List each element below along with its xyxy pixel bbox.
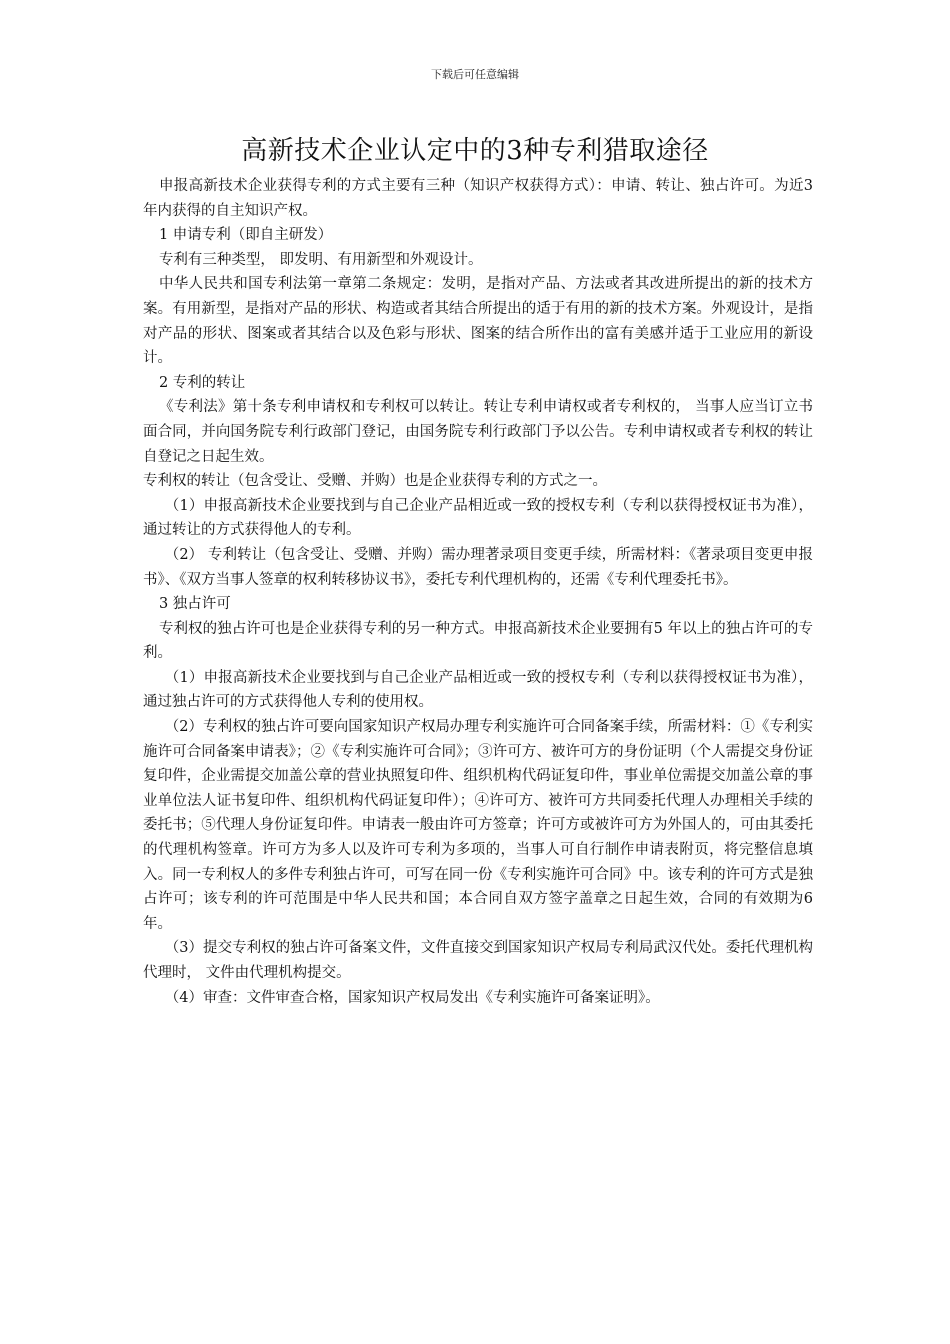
header-note: 下载后可任意编辑 xyxy=(431,68,519,81)
paragraph-license-step-3: （3）提交专利权的独占许可备案文件，文件直接交到国家知识产权局专利局武汉代处。委托代理机构代理时， 文件由代理机构提交。 xyxy=(143,940,813,981)
paragraph-intro: 申报高新技术企业获得专利的方式主要有三种（知识产权获得方式）：申请、转让、独占许可。为近3年内获得的自主知识产权。 xyxy=(143,178,813,219)
document-title: 高新技术企业认定中的3种专利猎取途径 xyxy=(241,136,709,166)
paragraph-license-step-4: （4）审查：文件审查合格，国家知识产权局发出《专利实施许可备案证明》。 xyxy=(164,989,660,1006)
paragraph-transfer-method: 专利权的转让（包含受让、受赠、并购）也是企业获得专利的方式之一。 xyxy=(143,473,607,490)
document-body xyxy=(143,174,813,1010)
paragraph-patent-law-definition: 中华人民共和国专利法第一章第二条规定：发明，是指对产品、方法或者其改进所提出的新的技术方案。有用新型，是指对产品的形状、构造或者其结合所提出的适于有用的新的技术方案。外观设计，是指对产品的形状、图案或者其结合以及色彩与形状、图案的结合所作出的富有美感并适于工业应用的新设计。 xyxy=(143,276,813,367)
paragraph-transfer-step-1: （1）申报高新技术企业要找到与自己企业产品相近或一致的授权专利（专利以获得授权证书为准）， 通过转让的方式获得他人的专利。 xyxy=(143,497,813,539)
paragraph-license-step-2: （2）专利权的独占许可要向国家知识产权局办理专利实施许可合同备案手续，所需材料：①《专利实施许可合同备案申请表》；②《专利实施许可合同》；③许可方、被许可方的身份证明（个人需提交身份证复印件，企业需提交加盖公章的营业执照复印件、组织机构代码证复印件，事业单位需提交加盖公章的事业单位法人证书复印件、组织机构代码证复印件）；④许可方、被许可方共同委托代理人办理相关手续的委托书；⑤代理人身份证复印件。申请表一般由许可方签章；许可方或被许可方为外国人的，可由其委托的代理机构签章。许可方为多人以及许可专利为多项的，当事人可自行制作申请表附页，将完整信息填入。同一专利权人的多件专利独占许可，可写在同一份《专利实施许可合同》中。该专利的许可方式是独占许可；该专利的许可范围是中华人民共和国；本合同自双方签字盖章之日起生效，合同的有效期为6 年。 xyxy=(143,719,813,932)
paragraph-exclusive-license-intro: 专利权的独占许可也是企业获得专利的另一种方式。申报高新技术企业要拥有5 年以上的独占许可的专利。 xyxy=(143,620,813,662)
paragraph-transfer-law: 《专利法》第十条专利申请权和专利权可以转让。转让专利申请权或者专利权的， 当事人应当订立书面合同，并向国务院专利行政部门登记，由国务院专利行政部门予以公告。专利申请权或者专利权的转让自登记之日起生效。 xyxy=(143,399,813,465)
paragraph-patent-types: 专利有三种类型， 即发明、有用新型和外观设计。 xyxy=(158,251,483,268)
paragraph-transfer-step-2: （2） 专利转让（包含受让、受赠、并购）需办理著录项目变更手续，所需材料：《著录项目变更申报书》、《双方当事人签章的权利转移协议书》，委托专利代理机构的，还需《专利代理委托书》。 xyxy=(143,546,813,588)
section-heading-transfer: 2 专利的转让 xyxy=(158,374,246,391)
section-heading-application: 1 申请专利（即自主研发） xyxy=(158,227,333,244)
paragraph-license-step-1: （1）申报高新技术企业要找到与自己企业产品相近或一致的授权专利（专利以获得授权证书为准）， 通过独占许可的方式获得他人专利的使用权。 xyxy=(143,669,813,711)
section-heading-exclusive-license: 3 独占许可 xyxy=(158,596,231,613)
